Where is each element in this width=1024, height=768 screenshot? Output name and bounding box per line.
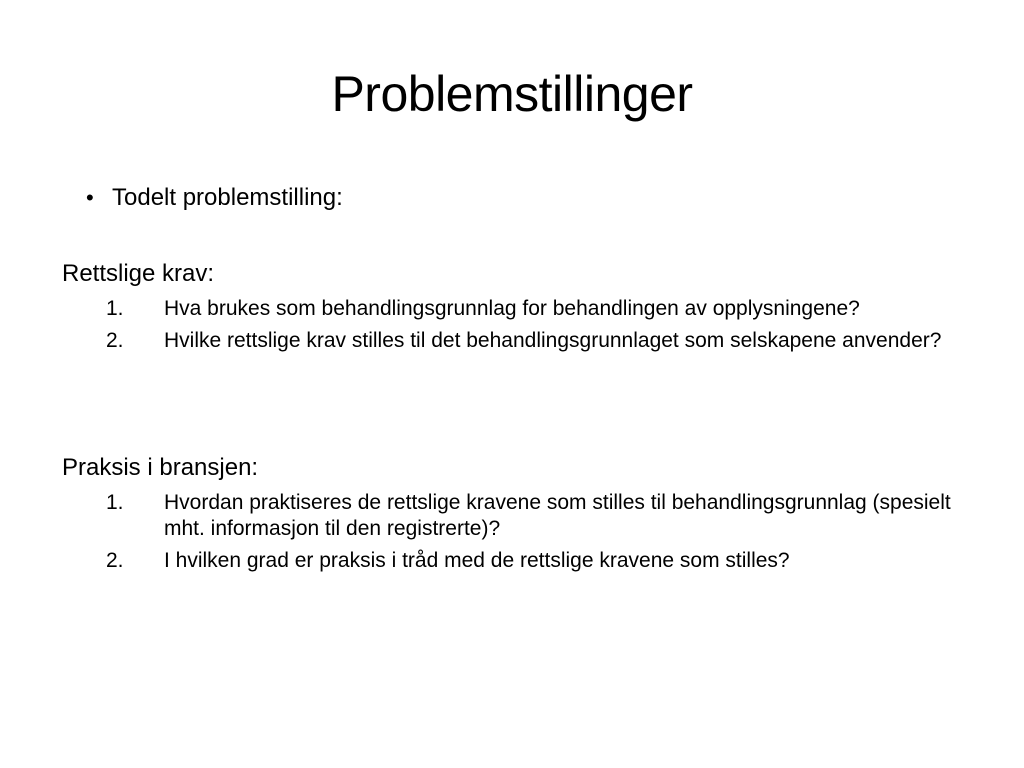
- numbered-list-praksis-i-bransjen: [100, 490, 980, 580]
- list-text: Hvordan praktiseres de rettslige kravene som stilles til behandlingsgrunnlag (spesielt mht. informasjon til den registrerte)?: [164, 491, 951, 540]
- list-number: 1.: [106, 297, 124, 320]
- slide-title: Problemstillinger: [331, 66, 693, 122]
- list-item: [100, 328, 980, 354]
- list-number: 1.: [106, 491, 124, 514]
- bullet-marker: •: [86, 185, 94, 210]
- list-item: [100, 296, 980, 322]
- list-text: Hvilke rettslige krav stilles til det behandlingsgrunnlaget som selskapene anvender?: [164, 329, 942, 352]
- section-heading-rettslige-krav: Rettslige krav:: [62, 260, 215, 287]
- bullet-text: Todelt problemstilling:: [112, 184, 343, 211]
- section-heading-praksis-i-bransjen: Praksis i bransjen:: [62, 454, 259, 481]
- numbered-list-rettslige-krav: [100, 296, 980, 360]
- list-number: 2.: [106, 329, 124, 352]
- list-number: 2.: [106, 549, 124, 572]
- bullet-item: [86, 183, 343, 213]
- list-text: I hvilken grad er praksis i tråd med de rettslige kravene som stilles?: [164, 549, 790, 572]
- list-item: [100, 490, 980, 542]
- list-item: [100, 548, 980, 574]
- list-text: Hva brukes som behandlingsgrunnlag for behandlingen av opplysningene?: [164, 297, 860, 320]
